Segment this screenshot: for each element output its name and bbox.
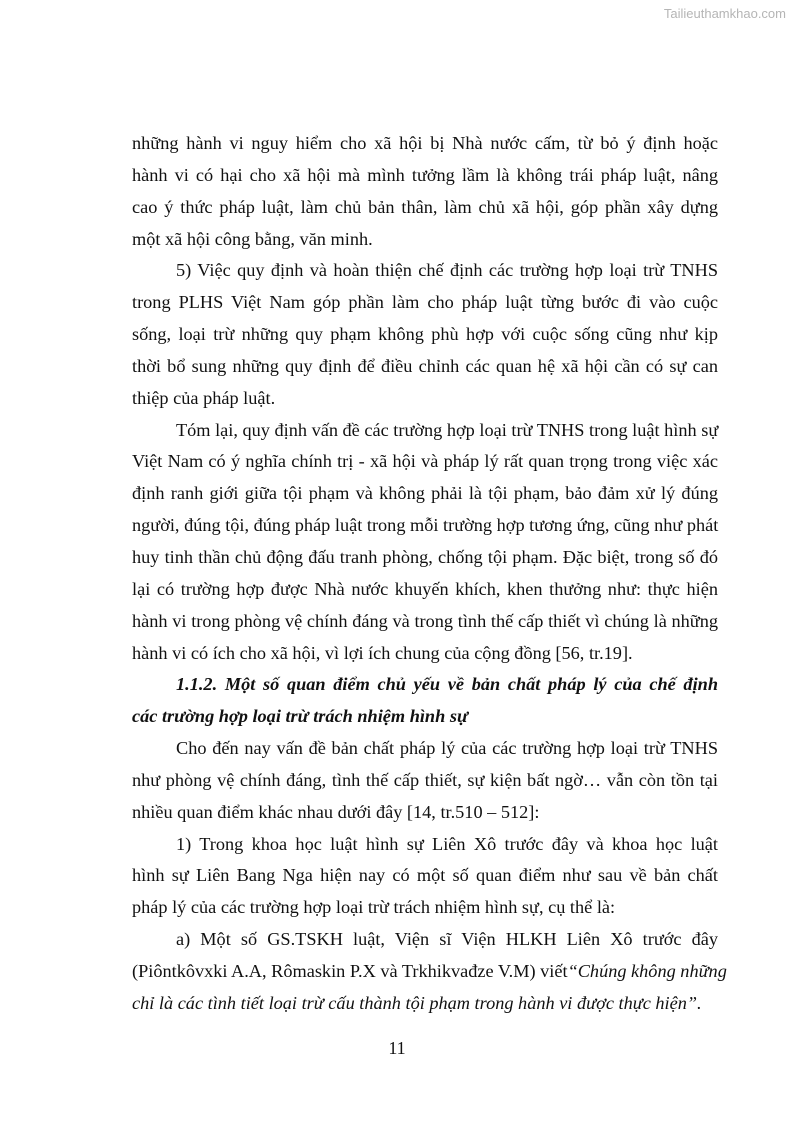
text-line: sống, loại trừ những quy phạm không phù hợp với cuộc sống cũng như kịp bbox=[132, 324, 718, 345]
heading-line: 1.1.2. Một số quan điểm chủ yếu về bản chất pháp lý của chế định bbox=[176, 674, 718, 695]
paragraph-5 bbox=[132, 829, 718, 925]
text-line: hình sự Liên Bang Nga hiện nay có một số quan điểm như sau về bản chất bbox=[132, 865, 718, 886]
text-line: Tóm lại, quy định vấn đề các trường hợp loại trừ TNHS trong luật hình sự bbox=[176, 419, 719, 440]
paragraph-2 bbox=[132, 255, 718, 414]
page-number: 11 bbox=[388, 1038, 406, 1058]
text-line: Việt Nam có ý nghĩa chính trị - xã hội và pháp lý rất quan trọng trong việc xác bbox=[132, 451, 718, 472]
text-line: Cho đến nay vấn đề bản chất pháp lý của các trường hợp loại trừ TNHS bbox=[176, 738, 718, 759]
text-line: trong PLHS Việt Nam góp phần làm cho pháp luật từng bước đi vào cuộc bbox=[132, 292, 718, 313]
text-line: 5) Việc quy định và hoàn thiện chế định các trường hợp loại trừ TNHS bbox=[176, 260, 718, 281]
text-line: thiệp của pháp luật. bbox=[132, 387, 276, 408]
text-line: lại có trường hợp được Nhà nước khuyến khích, khen thưởng như: thực hiện bbox=[132, 578, 718, 599]
paragraph-1 bbox=[132, 128, 718, 255]
text-line: pháp lý của các trường hợp loại trừ trách nhiệm hình sự, cụ thể là: bbox=[132, 897, 616, 918]
text-line bbox=[132, 956, 727, 988]
paragraph-4 bbox=[132, 733, 718, 829]
text-line: huy tinh thần chủ động đấu tranh phòng, chống tội phạm. Đặc biệt, trong số đó bbox=[132, 546, 718, 567]
section-heading bbox=[132, 669, 718, 733]
text-line: hành vi có hại cho xã hội mà mình tưởng lầm là không trái pháp luật, nâng bbox=[132, 164, 718, 185]
paragraph-6 bbox=[132, 924, 727, 1020]
text-line: a) Một số GS.TSKH luật, Viện sĩ Viện HLKH Liên Xô trước đây bbox=[176, 929, 718, 950]
text-line: hành vi trong phòng vệ chính đáng và trong tình thế cấp thiết vì chúng là những bbox=[132, 610, 718, 631]
document-body bbox=[132, 128, 727, 1020]
text-line: hành vi có ích cho xã hội, vì lợi ích chung của cộng đồng [56, tr.19]. bbox=[132, 642, 633, 663]
quote-fragment: “Chúng không những bbox=[567, 960, 727, 981]
paragraph-3 bbox=[132, 415, 718, 670]
watermark: Tailieuthamkhao.com bbox=[663, 6, 786, 21]
text-line: 1) Trong khoa học luật hình sự Liên Xô trước đây và khoa học luật bbox=[176, 833, 718, 854]
text-line: cao ý thức pháp luật, làm chủ bản thân, làm chủ xã hội, góp phần xây dựng bbox=[132, 196, 718, 217]
text-line: những hành vi nguy hiểm cho xã hội bị Nhà nước cấm, từ bỏ ý định hoặc bbox=[132, 133, 718, 153]
text-fragment: (Piôntkôvxki A.A, Rômaskin P.X và Trkhikvađze V.M) viết bbox=[132, 960, 568, 981]
text-line: thời bổ sung những quy định để điều chỉnh các quan hệ xã hội cần có sự can bbox=[132, 355, 718, 376]
text-line: một xã hội công bằng, văn minh. bbox=[132, 228, 373, 249]
text-line: người, đúng tội, đúng pháp luật trong mỗi trường hợp tương ứng, cũng như phát bbox=[132, 515, 719, 536]
text-line: nhiều quan điểm khác nhau dưới đây [14, tr.510 – 512]: bbox=[132, 801, 540, 822]
text-line: như phòng vệ chính đáng, tình thế cấp thiết, sự kiện bất ngờ… vẫn còn tồn tại bbox=[132, 769, 718, 790]
heading-line: các trường hợp loại trừ trách nhiệm hình sự bbox=[132, 706, 468, 727]
quote-line: chỉ là các tình tiết loại trừ cấu thành tội phạm trong hành vi được thực hiện”. bbox=[132, 992, 702, 1013]
text-line: định ranh giới giữa tội phạm và không phải là tội phạm, bảo đảm xử lý đúng bbox=[132, 483, 718, 504]
